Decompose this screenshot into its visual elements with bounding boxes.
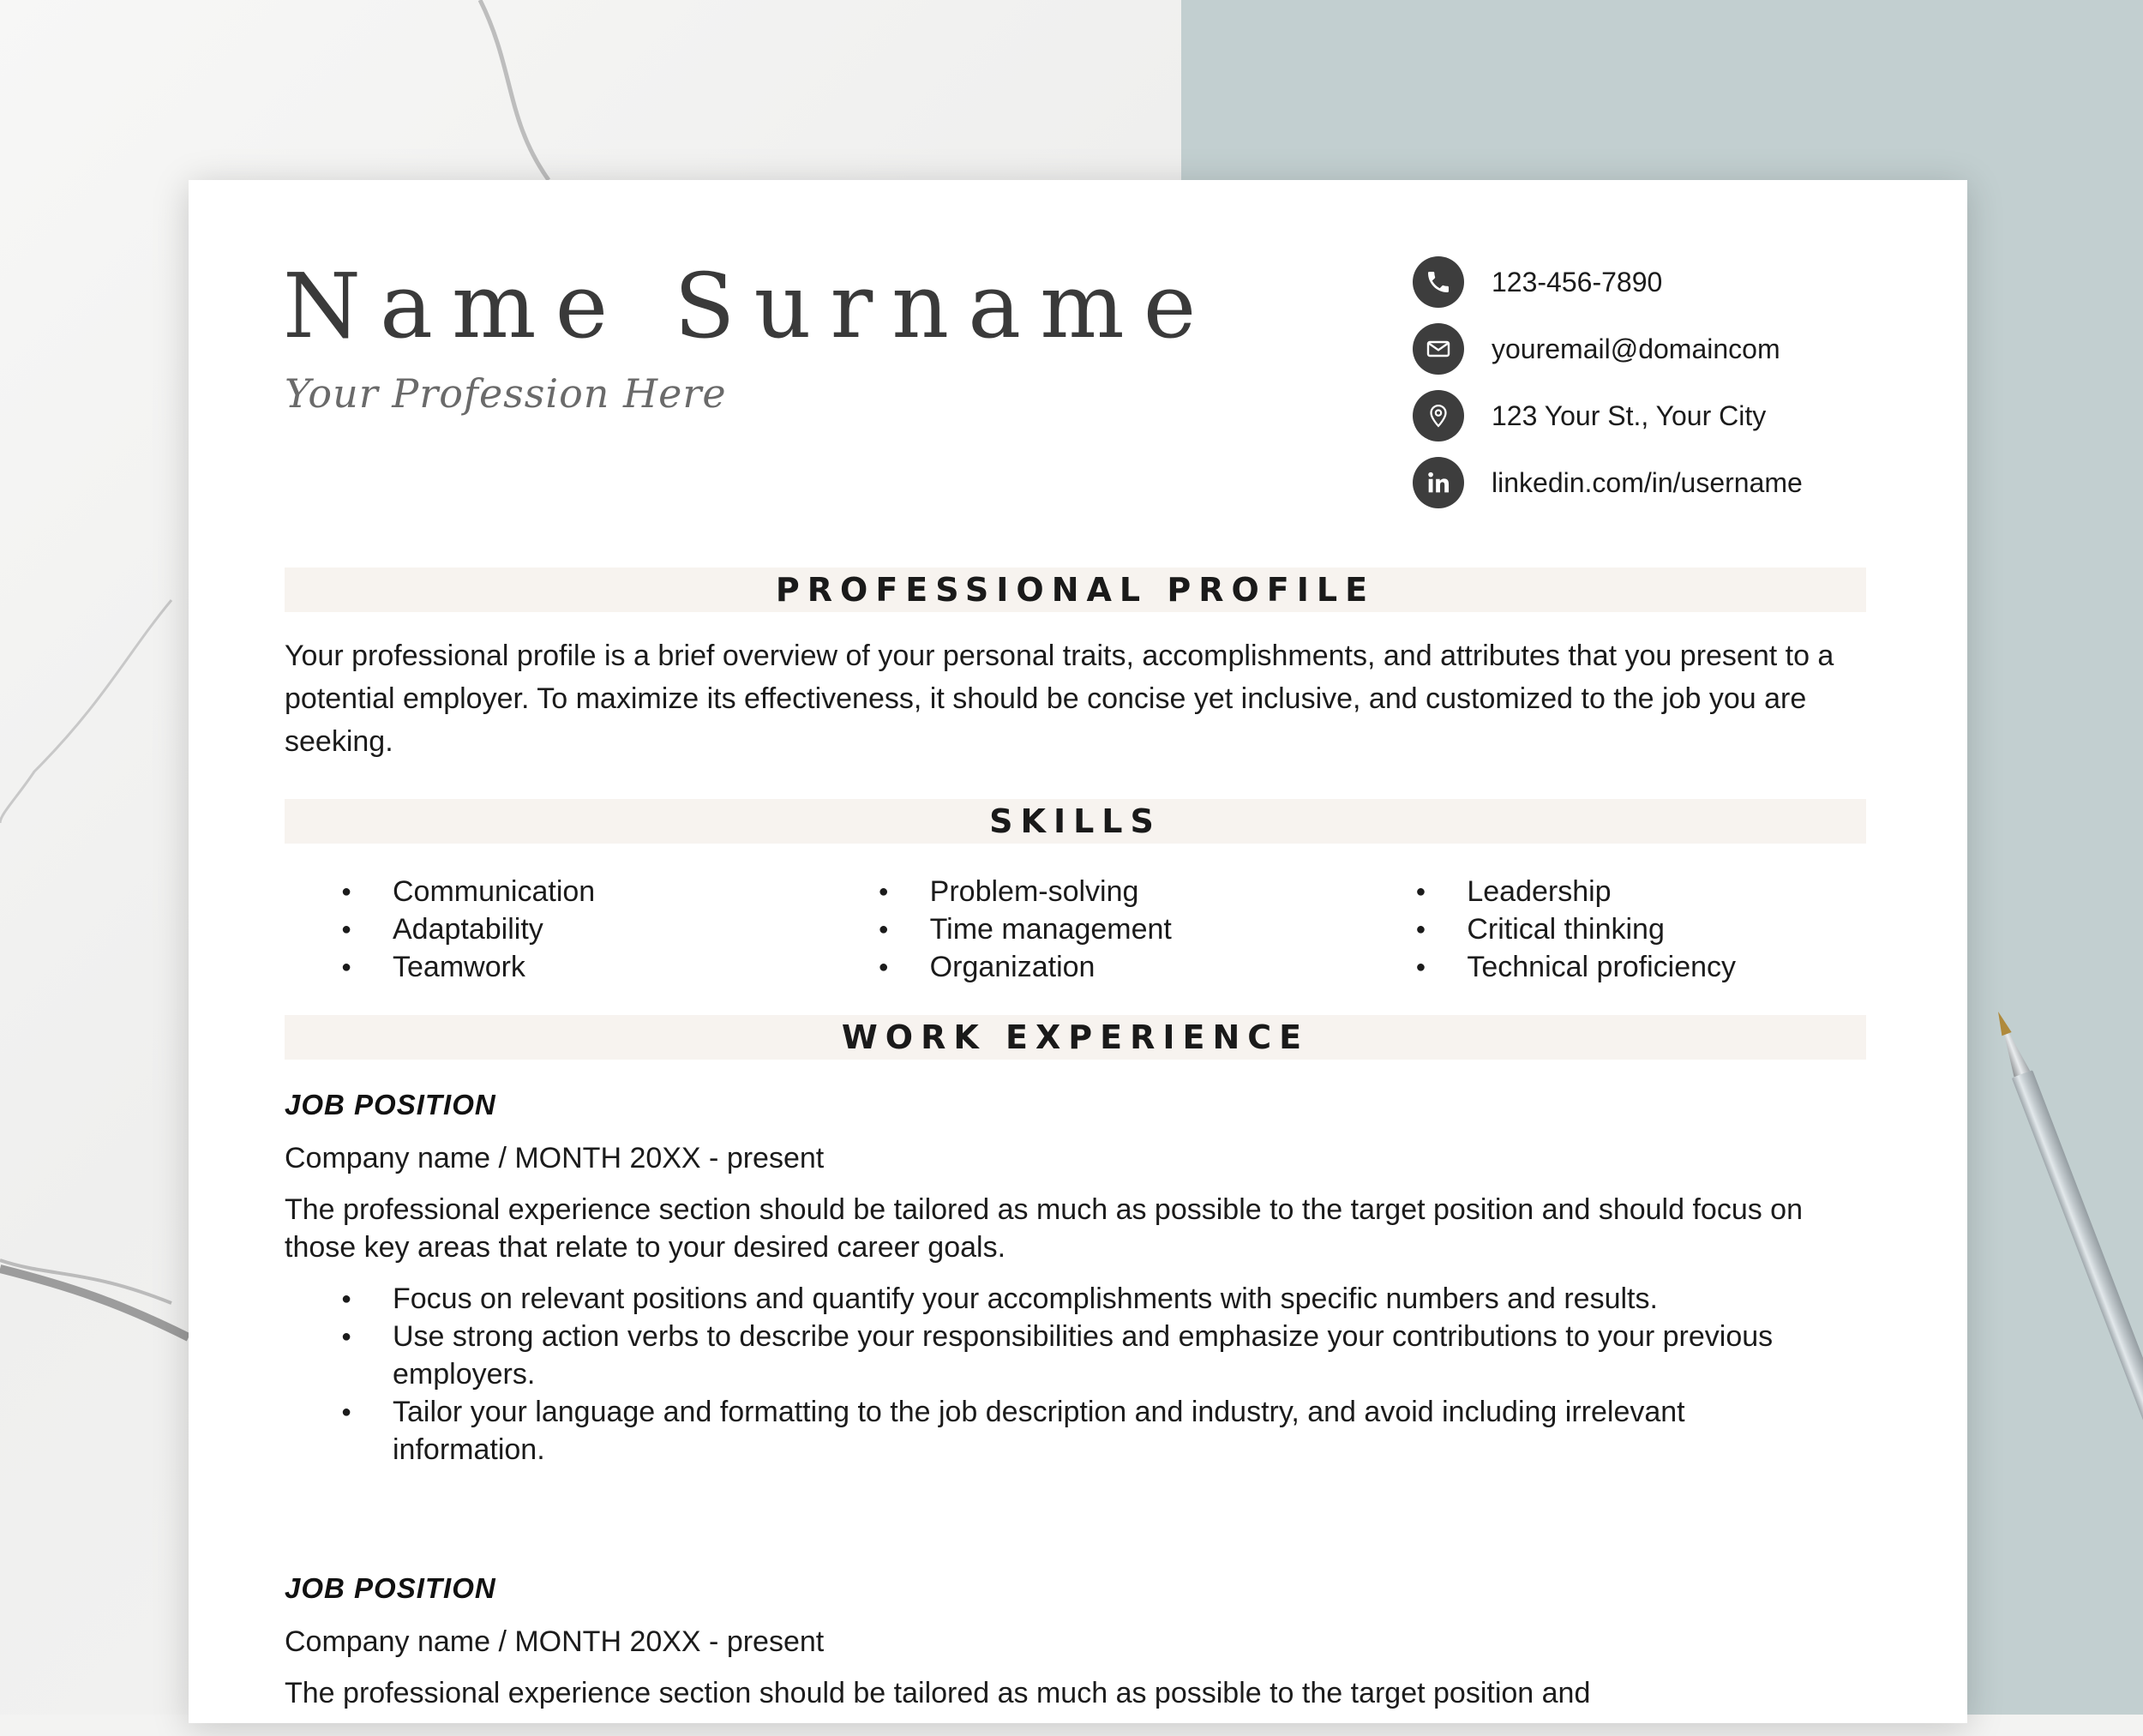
resume-page	[189, 180, 1967, 1723]
job-entry	[285, 1570, 1913, 1712]
profile-heading: PROFESSIONAL PROFILE	[775, 571, 1376, 609]
contact-block	[1413, 255, 1893, 523]
job-description: The professional experience section should be tailored as much as possible to the target position and should focus on those key areas that relate to your desired career goals.	[285, 1193, 1803, 1264]
contact-linkedin	[1413, 456, 1893, 509]
skills-heading: SKILLS	[989, 802, 1162, 840]
contact-address	[1413, 389, 1893, 442]
skill-item: ● Critical thinking	[1359, 910, 1896, 948]
profile-section-header	[285, 568, 1866, 612]
skills-section-header	[285, 799, 1866, 844]
skills-list	[285, 873, 1896, 986]
phone-icon	[1413, 256, 1464, 308]
skill-item: ● Organization	[822, 948, 1360, 986]
job-entry	[285, 1086, 1913, 1469]
job-bullet: ● Tailor your language and formatting to the job description and industry, and avoid including irrelevant information.	[285, 1393, 1810, 1469]
phone-text: 123-456-7890	[1492, 266, 1663, 297]
job-title: JOB POSITION	[285, 1089, 496, 1120]
envelope-icon	[1413, 323, 1464, 375]
skill-item: ● Adaptability	[285, 910, 822, 948]
skill-item: ● Leadership	[1359, 873, 1896, 910]
skills-column	[822, 873, 1360, 986]
resume-profession: Your Profession Here	[285, 370, 727, 417]
skills-column	[1359, 873, 1896, 986]
job-company: Company name / MONTH 20XX - present	[285, 1625, 825, 1658]
job-bullet: ● Use strong action verbs to describe your responsibilities and emphasize your contributions to your previous employers.	[285, 1318, 1810, 1393]
job-bullets	[285, 1280, 1810, 1469]
linkedin-icon	[1413, 457, 1464, 508]
skills-column	[285, 873, 822, 986]
experience-heading: WORK EXPERIENCE	[841, 1018, 1310, 1056]
contact-email	[1413, 322, 1893, 375]
skill-item: ● Time management	[822, 910, 1360, 948]
contact-phone	[1413, 255, 1893, 309]
skill-item: ● Technical proficiency	[1359, 948, 1896, 986]
skill-item: ● Teamwork	[285, 948, 822, 986]
resume-name: Name Surname	[283, 254, 1216, 358]
job-bullet: ● Focus on relevant positions and quantify your accomplishments with specific numbers and results.	[285, 1280, 1810, 1318]
job-company: Company name / MONTH 20XX - present	[285, 1142, 825, 1174]
linkedin-text: linkedin.com/in/username	[1492, 466, 1803, 498]
experience-section-header	[285, 1015, 1866, 1060]
skill-item: ● Problem-solving	[822, 873, 1360, 910]
job-description: The professional experience section should be tailored as much as possible to the target position and	[285, 1677, 1591, 1709]
address-text: 123 Your St., Your City	[1492, 399, 1767, 431]
location-pin-icon	[1413, 390, 1464, 442]
skill-item: ● Communication	[285, 873, 822, 910]
profile-text: Your professional profile is a brief overview of your personal traits, accomplishments, and attributes that you present to a potential employer. To maximize its effectiveness, it should be concise yet inclusive, and customized to the job you are seeking.	[285, 640, 1834, 758]
email-text: youremail@domaincom	[1492, 333, 1780, 364]
job-title: JOB POSITION	[285, 1572, 496, 1604]
